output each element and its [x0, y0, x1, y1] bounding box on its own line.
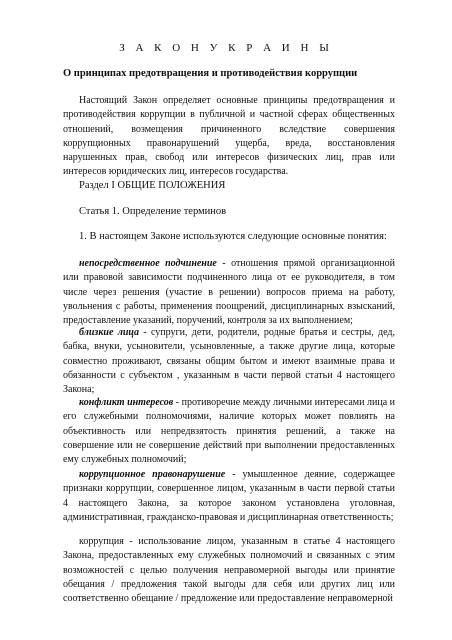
definition-term: близкие лица [79, 327, 139, 338]
article-heading: Статья 1. Определение терминов [79, 206, 227, 217]
definition-text: - супруги, дети, родители, родные братья и сестры, дед, бабка, внуки, усыновители, усыновленные, а также другие лица, которые совместно проживают, связаны общим бытом и имеют взаимные права и обязанности с субъектом , указанным в части первой статьи 4 настоящего Закона; [63, 327, 395, 396]
preamble-paragraph [63, 94, 395, 180]
clause-text: 1. В настоящем Законе используются следующие основные понятия: [79, 231, 387, 242]
definition-term: коррупционное правонарушение [79, 469, 226, 480]
definition-text: - отношения прямой организационной или правовой зависимости подчиненного лица от ее руководителя, в том числе через решения (участие в решении) вопросов приема на работу, увольнения с работы, применения поощрений, дисциплинарных взысканий, предоставление указаний, поручений, контроля за их выполнением; [63, 258, 395, 327]
corruption-paragraph [63, 535, 395, 606]
definition-text: - умышленное деяние, содержащее признаки коррупции, совершенное лицом, указанным в части первой статьи 4 настоящего Закона, за которое законом установлена уголовная, административная, гражданско-правовая и дисциплинарная ответственность; [63, 469, 395, 523]
definition-term: непосредственное подчинение [79, 258, 217, 269]
definition-paragraph [63, 396, 395, 467]
definition-paragraph [63, 468, 395, 525]
section-heading: Раздел І ОБЩИЕ ПОЛОЖЕНИЯ [79, 180, 226, 191]
definition-text: - противоречие между личными интересами лица и его служебными полномочиями, наличие которых может повлиять на объективность или непредвзятость принятия решений, а также на совершение или не совершение действий при выполнении предоставленных ему служебных полномочий; [63, 397, 395, 466]
definition-term: конфликт интересов [79, 397, 174, 408]
definition-paragraph [63, 326, 395, 397]
definition-paragraph [63, 257, 395, 328]
preamble-text: Настоящий Закон определяет основные принципы предотвращения и противодействия коррупции в публичной и частной сферах общественных отношений, возмещения причиненного вследствие совершения коррупционных правонарушений ущерба, вреда, восстановления нарушенных прав, свобод или интересов физических лиц, прав или интересов юридических лиц, интересов государства. [63, 95, 395, 178]
document-title: З А К О Н У К Р А И Н Ы [119, 42, 333, 54]
corruption-text: коррупция - использование лицом, указанным в статье 4 настоящего Закона, предоставленных ему служебных полномочий и связанных с этим возможностей с целью получения неправомерной выгоды или принятие обещания / предложения такой выгоды для себя или других лиц или соответственно обещание / предложение или предоставление неправомерной [63, 536, 395, 605]
law-name: О принципах предотвращения и противодействия коррупции [63, 68, 358, 79]
